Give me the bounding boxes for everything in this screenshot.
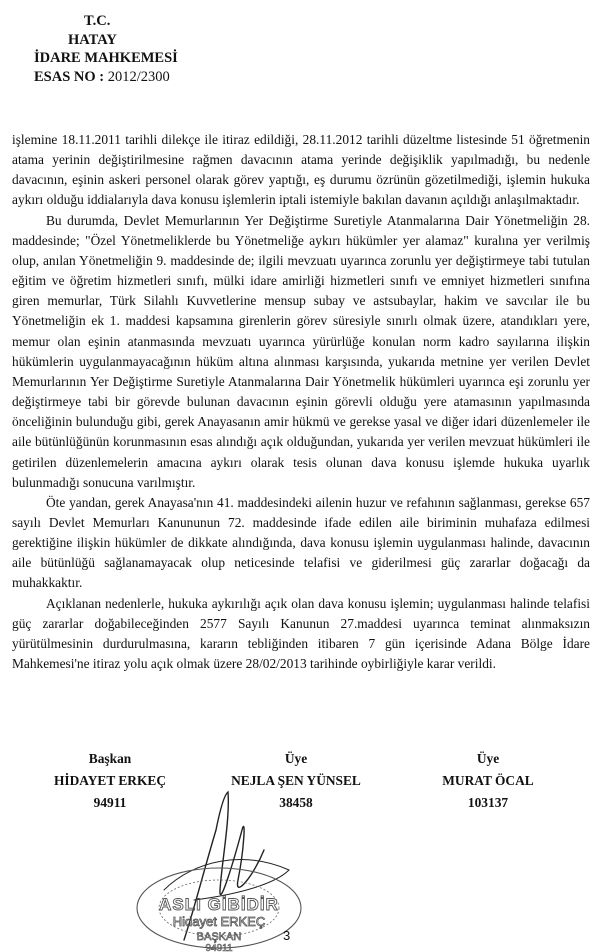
stamp-line-4: 94911 (205, 943, 233, 952)
signature-block-member-2 (428, 748, 548, 814)
court-header (34, 12, 178, 86)
header-tc: T.C. (84, 13, 111, 29)
signature-role: Üye (476, 751, 500, 766)
esas-number: 2012/2300 (107, 68, 170, 85)
signature-name: HİDAYET ERKEÇ (54, 773, 166, 788)
signature-number: 103137 (467, 795, 509, 810)
decision-body (12, 130, 590, 674)
paragraph-2: Bu durumda, Devlet Memurlarının Yer Değiştirme Suretiyle Atanmalarına Dair Yönetmeliğin 28. maddesinde; "Özel Yönetmeliklerde bu Yönetmeliğe aykırı hükümler yer alamaz" kuralına yer verilmiş olup, anılan Yönetmeliğin 9. maddesinde de; ilgili mevzuatı uyarınca zorunlu yer değiştirmeye tabi tutulan eğitim ve öğretim hizmetleri sınıfı, mülki idare amirliği hizmetleri sınıfı ve emniyet hizmetleri sınıfına giren memurlar, Türk Silahlı Kuvvetlerine mensup subay ve astsubaylar, hakim ve savcılar ile bu Yönetmeliğin ek 1. maddesi kapsamına girenlerin görev süresiyle sınırlı olmak üzere, atandıkları yere, memur olan eşinin atanmasında mevzuatı uyarınca yürürlüğe konulan norm kadro sayılarına ilişkin hükümlerin uygulanmayacağının hüküm altına alınması karşısında, yukarıda metnine yer verilen Devlet Memurlarının Yer Değiştirme Suretiyle Atanmalarına Dair Yönetmelik hükümleri uyarınca eşi zorunlu yer değiştirmeye tabi bir görevde bulunan davacının eşinin görevli olduğu yere atamasının yapılmasında önceliğinin bulunduğu gibi, gerek Anayasanın amir hükmü ve gerekse yasal ve diğer idari düzenlemeler ile aile bütünlüğünün korunmasının esas alındığı açık olduğundan, yukarıda yer verilen mevzuat hükümleri ile getirilen düzenlemelerin amacına aykırı olarak tesis olunan dava konusu işlemde hukuka uyarlık bulunmadığı sonucuna varılmıştır. (12, 212, 590, 490)
signature-role: Başkan (88, 751, 132, 766)
paragraph-1: işlemine 18.11.2011 tarihli dilekçe ile itiraz edildiği, 28.11.2012 tarihli düzeltme listesinde 51 öğretmenin atama yerinin değiştirilmesine rağmen davacının atama yerinde değişiklik yapılmadığı, bu nedenle davacının, eşinin askeri personel olarak görev yaptığı, eş durumu özrünün gözetilmediği, işlemin hukuka aykırı olduğu iddialarıyla dava konusu işlemlerin iptali istemiyle bakılan davanın açıldığı anlaşılmaktadır. (12, 132, 590, 208)
esas-label: ESAS NO : (34, 68, 108, 85)
signature-number: 94911 (93, 795, 127, 810)
header-court-name: İDARE MAHKEMESİ (34, 50, 178, 66)
header-case-number (34, 68, 178, 87)
paragraph-3: Öte yandan, gerek Anayasa'nın 41. maddesindeki ailenin huzur ve refahının sağlanması, gerekse 657 sayılı Devlet Memurları Kanununun 72. maddesinde ifade edilen aile biriminin muhafaza edilmesi gerektiğine ilişkin hükümler de dikkate alındığında, dava konusu işlemin uygulanması halinde, davacının aile bütünlüğü sağlanamayacak olup neticesinde telafisi ve giderilmesi güç zararlar doğacağı da muhakkaktır. (12, 494, 590, 591)
header-city: HATAY (68, 31, 117, 48)
signature-role: Üye (284, 751, 308, 766)
stamp-line-2: Hidayet ERKEÇ (172, 914, 266, 929)
stamp-line-1: ASLI GİBİDİR (159, 895, 279, 914)
stamp-line-3: BAŞKAN (196, 931, 242, 943)
paragraph-4: Açıklanan nedenlerle, hukuka aykırılığı açık olan dava konusu işlemin; uygulanması halinde telafisi güç zararlar doğabileceğinden 2577 Sayılı Kanunun 27.maddesi uyarınca teminat alınmaksızın yürütülmesinin durdurulmasına, kararın tebliğinden itibaren 7 gün içerisinde Adana Bölge İdare Mahkemesi'ne itiraz yolu açık olmak üzere 28/02/2013 tarihinde oybirliğiyle karar verildi. (12, 595, 590, 672)
signature-number: 38458 (279, 795, 313, 810)
signature-name: NEJLA ŞEN YÜNSEL (231, 773, 361, 788)
page-number: 3 (283, 928, 291, 943)
signature-name: MURAT ÖCAL (442, 773, 534, 788)
